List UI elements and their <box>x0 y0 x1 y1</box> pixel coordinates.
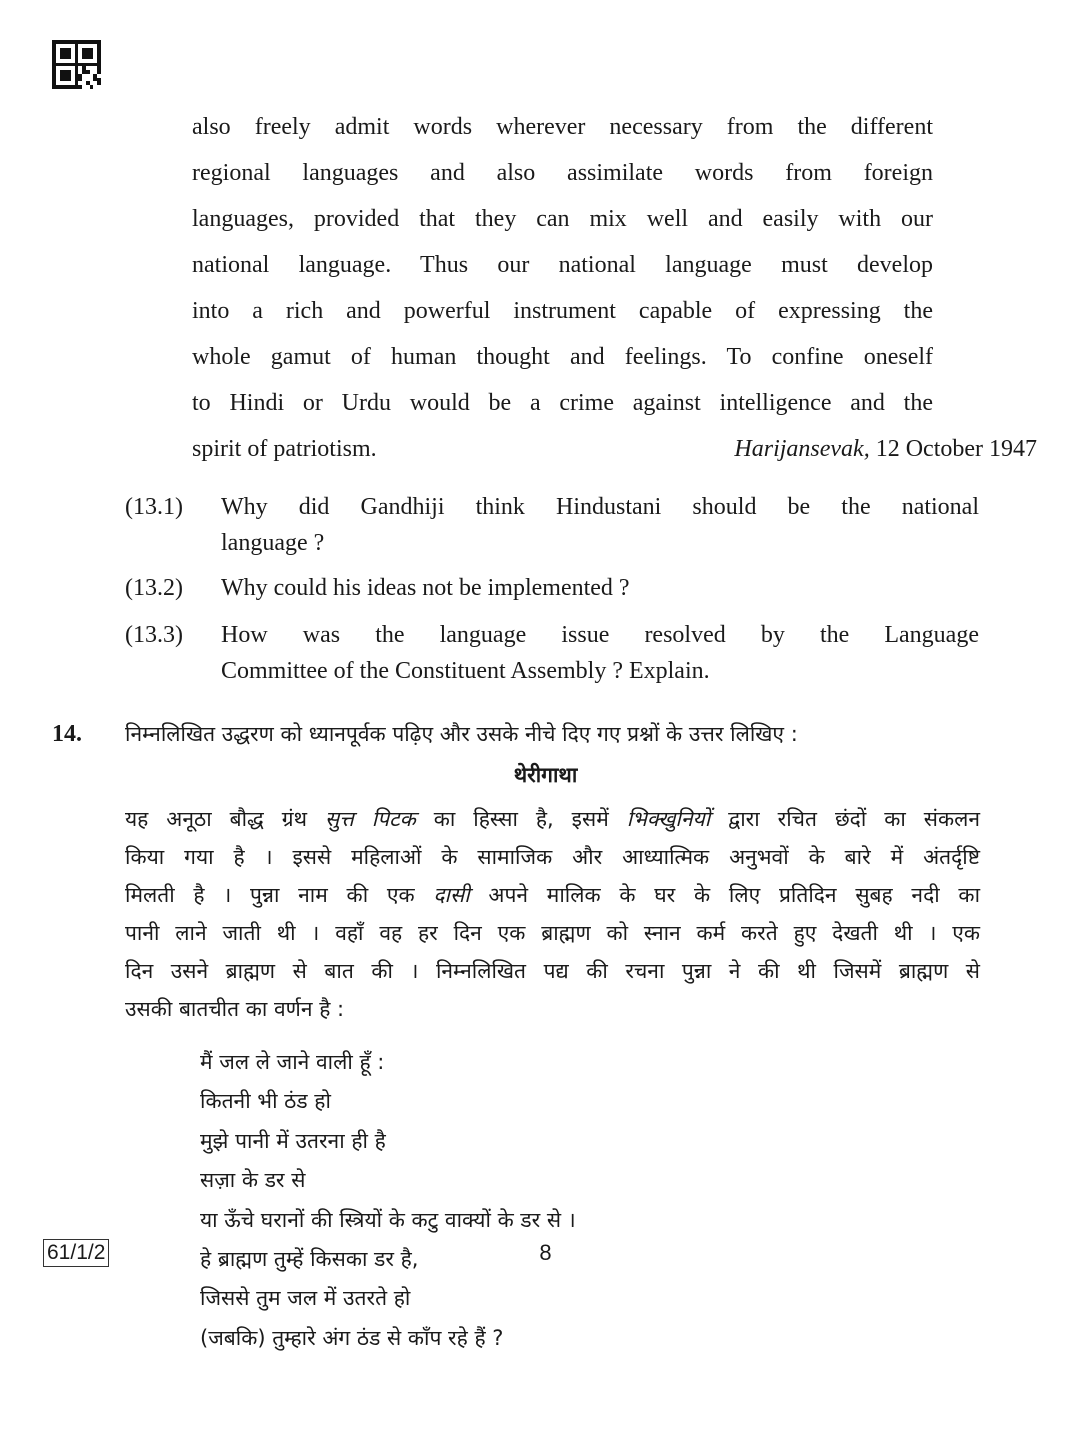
passage-line: national language. Thus our national language must develop <box>192 252 933 278</box>
paragraph-line: किया गया है । इससे महिलाओं के सामाजिक और आध्यात्मिक अनुभवों के बारे में अंतर्दृष्टि <box>125 845 980 869</box>
italic-term: दासी <box>433 883 470 907</box>
source-date: 12 October 1947 <box>869 436 1037 462</box>
passage-line: regional languages and also assimilate words from foreign <box>192 160 933 186</box>
poem-line: (जबकि) तुम्हारे अंग ठंड से काँप रहे हैं ? <box>200 1325 504 1350</box>
passage-line: spirit of patriotism. <box>192 436 377 462</box>
poem-line: कितनी भी ठंड हो <box>200 1089 331 1114</box>
poem-line: मैं जल ले जाने वाली हूँ : <box>200 1050 385 1074</box>
poem-line: हे ब्राह्मण तुम्हें किसका डर है, <box>200 1246 419 1271</box>
poem-line: जिससे तुम जल में उतरते हो <box>200 1286 411 1311</box>
question-text <box>221 489 979 561</box>
question-number: (13.1) <box>125 494 183 520</box>
passage-line: also freely admit words wherever necessary from the different <box>192 114 933 140</box>
passage-line: whole gamut of human thought and feelings. To confine oneself <box>192 344 933 370</box>
passage-line: languages, provided that they can mix well and easily with our <box>192 206 933 232</box>
question-line: Why could his ideas not be implemented ? <box>221 575 630 601</box>
question-text <box>221 570 979 606</box>
poem-line: मुझे पानी में उतरना ही है <box>200 1128 386 1153</box>
qr-code <box>52 40 101 89</box>
passage-line: to Hindi or Urdu would be a crime against intelligence and the <box>192 390 933 416</box>
hindi-paragraph <box>125 800 980 1028</box>
text-run: मिलती है । पुन्ना नाम की एक <box>125 883 434 907</box>
passage-source <box>734 426 1037 472</box>
poem-line: सज़ा के डर से <box>200 1168 306 1193</box>
text-run: द्वारा रचित छंदों का संकलन <box>710 807 980 831</box>
paragraph-line <box>125 876 980 914</box>
source-title: Harijansevak, <box>734 436 870 462</box>
paper-code: 61/1/2 <box>43 1239 109 1267</box>
italic-term: सुत्त पिटक <box>325 807 416 831</box>
source-heading: थेरीगाथा <box>513 763 578 787</box>
paragraph-line <box>125 800 980 838</box>
poem <box>200 1043 576 1358</box>
italic-term: भिक्खुनियों <box>626 807 711 831</box>
text-run: अपने मालिक के घर के लिए प्रतिदिन सुबह नदी का <box>469 883 981 907</box>
question-number: (13.2) <box>125 575 183 601</box>
question-line: language ? <box>221 530 325 556</box>
question-text <box>221 617 979 689</box>
question-line: How was the language issue resolved by the Language <box>221 622 979 648</box>
poem-line: या ऊँचे घरानों की स्त्रियों के कटु वाक्यों के डर से । <box>200 1207 576 1232</box>
paragraph-line: पानी लाने जाती थी । वहाँ वह हर दिन एक ब्राह्मण को स्नान कर्म करते हुए देखती थी । एक <box>125 921 980 945</box>
question-line: Why did Gandhiji think Hindustani should be the national <box>221 494 979 520</box>
passage-line: into a rich and powerful instrument capable of expressing the <box>192 298 933 324</box>
page-number: 8 <box>539 1240 552 1265</box>
paragraph-line: दिन उसने ब्राह्मण से बात की । निम्नलिखित पद्य की रचना पुन्ना ने की थी जिसमें ब्राह्मण से <box>125 959 980 983</box>
question-number: (13.3) <box>125 622 183 648</box>
text-run: का हिस्सा है, इसमें <box>415 807 627 831</box>
question-line: Committee of the Constituent Assembly ? Explain. <box>221 658 710 684</box>
text-run: यह अनूठा बौद्ध ग्रंथ <box>125 807 326 831</box>
question-14-instruction: निम्नलिखित उद्धरण को ध्यानपूर्वक पढ़िए और उसके नीचे दिए गए प्रश्नों के उत्तर लिखिए : <box>125 722 798 746</box>
paragraph-line: उसकी बातचीत का वर्णन है : <box>125 997 345 1021</box>
question-14-number: 14. <box>52 721 82 747</box>
